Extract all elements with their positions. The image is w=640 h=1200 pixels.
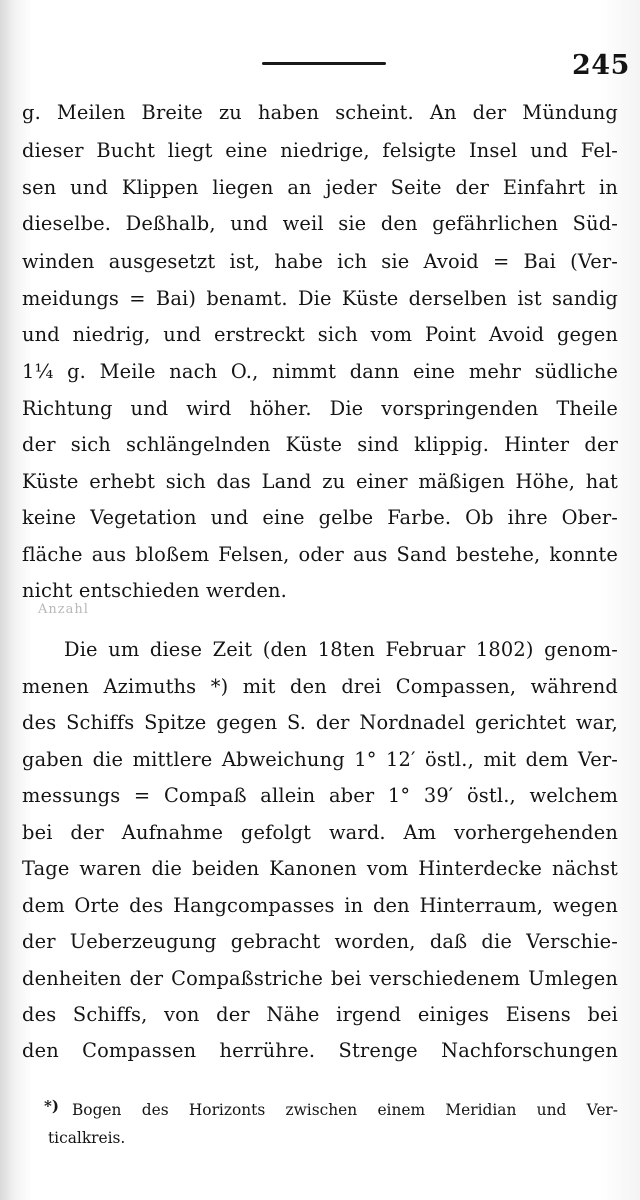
text-line: bei der Aufnahme gefolgt ward. Am vorhergehenden: [22, 821, 618, 844]
text-line: der Ueberzeugung gebracht worden, daß die Verschie-: [22, 930, 618, 953]
text-line: winden ausgesetzt ist, habe ich sie Avoid = Bai (Ver-: [22, 250, 618, 273]
text-line: der sich schlängelnden Küste sind klippig. Hinter der: [22, 433, 618, 456]
text-line: g. Meilen Breite zu haben scheint. An der Mündung: [22, 101, 618, 124]
footnote-marker: *): [44, 1097, 59, 1115]
text-line: gaben die mittlere Abweichung 1° 12′ östl., mit dem Ver-: [22, 748, 618, 771]
text-line: fläche aus bloßem Felsen, oder aus Sand bestehe, konnte: [22, 543, 618, 566]
page-number: 245: [572, 50, 630, 81]
text-line: keine Vegetation und eine gelbe Farbe. Ob ihre Ober-: [22, 506, 618, 529]
text-line: messungs = Compaß allein aber 1° 39′ östl., welchem: [22, 784, 618, 807]
text-line: Richtung und wird höher. Die vorspringenden Theile: [22, 397, 618, 420]
text-line: Tage waren die beiden Kanonen vom Hinterdecke nächst: [22, 857, 618, 880]
text-line: Küste erhebt sich das Land zu einer mäßigen Höhe, hat: [22, 470, 618, 493]
text-line: dem Orte des Hangcompasses in den Hinterraum, wegen: [22, 894, 618, 917]
footnote-line: Bogen des Horizonts zwischen einem Meridian und Ver-: [72, 1101, 618, 1119]
text-line: nicht entschieden werden.: [22, 579, 287, 602]
text-line: Die um diese Zeit (den 18ten Februar 1802) genom-: [64, 638, 618, 661]
text-line: 1¼ g. Meile nach O., nimmt dann eine mehr südliche: [22, 360, 618, 383]
text-line: den Compassen herrühre. Strenge Nachforschungen: [22, 1039, 618, 1062]
faint-smudge-text: Anzahl: [38, 602, 89, 617]
text-line: des Schiffs Spitze gegen S. der Nordnadel gerichtet war,: [22, 711, 618, 734]
text-line: menen Azimuths *) mit den drei Compassen, während: [22, 675, 618, 698]
text-line: meidungs = Bai) benamt. Die Küste derselben ist sandig: [22, 287, 618, 310]
text-line: sen und Klippen liegen an jeder Seite der Einfahrt in: [22, 176, 618, 199]
header-rule: [262, 62, 386, 65]
text-line: dieser Bucht liegt eine niedrige, felsigte Insel und Fel-: [22, 139, 618, 162]
text-line: dieselbe. Deßhalb, und weil sie den gefährlichen Süd-: [22, 212, 618, 235]
text-line: und niedrig, und erstreckt sich vom Point Avoid gegen: [22, 323, 618, 346]
text-line: denheiten der Compaßstriche bei verschiedenem Umlegen: [22, 967, 618, 990]
footnote-line: ticalkreis.: [48, 1129, 126, 1147]
text-line: des Schiffs, von der Nähe irgend einiges Eisens bei: [22, 1003, 618, 1026]
